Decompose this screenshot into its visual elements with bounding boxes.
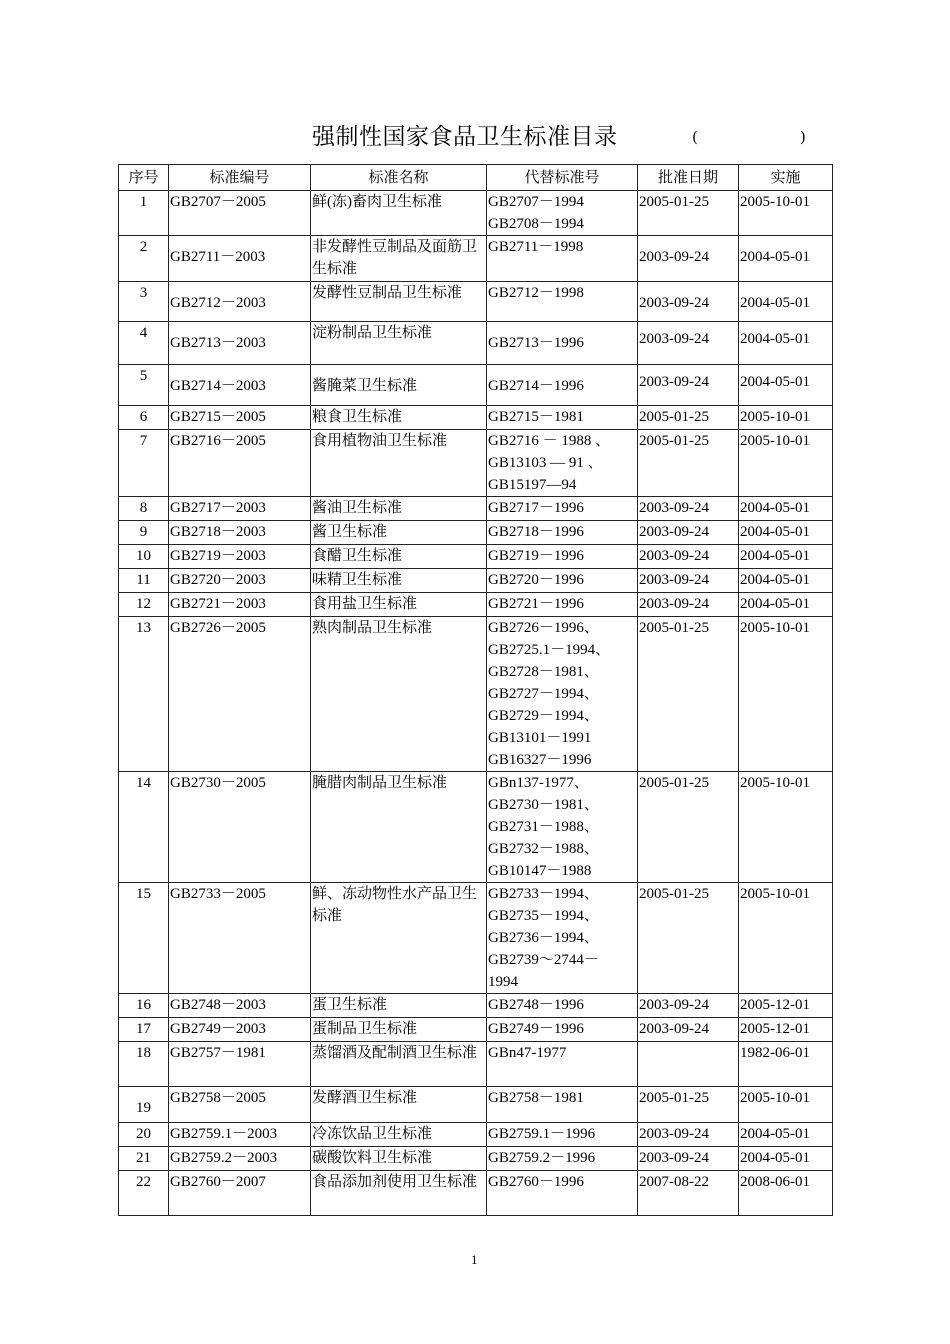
- cell-no: 4: [119, 322, 169, 365]
- cell-name: 腌腊肉制品卫生标准: [311, 772, 487, 883]
- table-row: [119, 406, 833, 430]
- cell-approved: 2003-09-24: [638, 1147, 739, 1171]
- cell-effective: 2004-05-01: [739, 1123, 833, 1147]
- cell-code: GB2714－2003: [169, 365, 311, 406]
- cell-approved: 2003-09-24: [638, 545, 739, 569]
- cell-no: 8: [119, 497, 169, 521]
- cell-replaces: GB2715－1981: [487, 406, 638, 430]
- cell-code: GB2712－2003: [169, 282, 311, 322]
- cell-effective: 2004-05-01: [739, 365, 833, 406]
- cell-replaces: GB2726－1996、 GB2725.1－1994、 GB2728－1981、 GB2727－1994、 GB2729－1994、 GB13101－1991 GB16327－1996: [487, 617, 638, 772]
- cell-approved: 2003-09-24: [638, 521, 739, 545]
- cell-code: GB2757－1981: [169, 1042, 311, 1087]
- table-row: [119, 236, 833, 282]
- cell-name: 淀粉制品卫生标准: [311, 322, 487, 365]
- table-row: [119, 191, 833, 236]
- cell-no: 20: [119, 1123, 169, 1147]
- header-code: 标准编号: [169, 165, 311, 191]
- cell-effective: 2005-12-01: [739, 1018, 833, 1042]
- cell-effective: 2005-10-01: [739, 430, 833, 497]
- cell-code: GB2707－2005: [169, 191, 311, 236]
- cell-name: 鲜(冻)畜肉卫生标准: [311, 191, 487, 236]
- cell-code: GB2715－2005: [169, 406, 311, 430]
- cell-code: GB2721－2003: [169, 593, 311, 617]
- page-number: 1: [471, 1252, 478, 1267]
- cell-approved: 2007-08-22: [638, 1171, 739, 1216]
- cell-name: 发酵酒卫生标准: [311, 1087, 487, 1123]
- cell-approved: 2003-09-24: [638, 1018, 739, 1042]
- header-approved: 批准日期: [638, 165, 739, 191]
- cell-code: GB2726－2005: [169, 617, 311, 772]
- header-effective: 实施: [739, 165, 833, 191]
- cell-effective: 2004-05-01: [739, 497, 833, 521]
- cell-no: 10: [119, 545, 169, 569]
- table-row: [119, 569, 833, 593]
- cell-replaces: GB2748－1996: [487, 994, 638, 1018]
- cell-name: 酱腌菜卫生标准: [311, 365, 487, 406]
- cell-approved: 2005-01-25: [638, 406, 739, 430]
- cell-effective: 2005-10-01: [739, 191, 833, 236]
- cell-approved: 2003-09-24: [638, 365, 739, 406]
- table-row: [119, 994, 833, 1018]
- table-row: [119, 322, 833, 365]
- table-row: [119, 1171, 833, 1216]
- cell-no: 7: [119, 430, 169, 497]
- header-no: 序号: [119, 165, 169, 191]
- cell-replaces: GB2712－1998: [487, 282, 638, 322]
- cell-effective: 2004-05-01: [739, 521, 833, 545]
- table-row: [119, 497, 833, 521]
- cell-approved: 2003-09-24: [638, 569, 739, 593]
- cell-replaces: GB2758－1981: [487, 1087, 638, 1123]
- table-body: [119, 191, 833, 1216]
- cell-effective: 2004-05-01: [739, 322, 833, 365]
- table-row: [119, 1042, 833, 1087]
- cell-name: 鲜、冻动物性水产品卫生标准: [311, 883, 487, 994]
- cell-replaces: GB2716 － 1988 、 GB13103 — 91 、 GB15197—94: [487, 430, 638, 497]
- cell-name: 粮食卫生标准: [311, 406, 487, 430]
- cell-code: GB2759.2－2003: [169, 1147, 311, 1171]
- cell-replaces: GB2707－1994 GB2708－1994: [487, 191, 638, 236]
- cell-effective: 2005-10-01: [739, 883, 833, 994]
- table-row: [119, 1087, 833, 1123]
- table-row: [119, 521, 833, 545]
- cell-code: GB2730－2005: [169, 772, 311, 883]
- cell-replaces: GBn137-1977、 GB2730－1981、 GB2731－1988、 GB2732－1988、 GB10147－1988: [487, 772, 638, 883]
- cell-name: 蒸馏酒及配制酒卫生标准: [311, 1042, 487, 1087]
- table-row: [119, 883, 833, 994]
- cell-replaces: GB2721－1996: [487, 593, 638, 617]
- cell-replaces: GB2711－1998: [487, 236, 638, 282]
- cell-approved: 2003-09-24: [638, 322, 739, 365]
- cell-effective: 2004-05-01: [739, 545, 833, 569]
- cell-effective: 2005-10-01: [739, 617, 833, 772]
- cell-name: 蛋制品卫生标准: [311, 1018, 487, 1042]
- cell-code: GB2720－2003: [169, 569, 311, 593]
- cell-code: GB2717－2003: [169, 497, 311, 521]
- cell-code: GB2748－2003: [169, 994, 311, 1018]
- cell-effective: 2004-05-01: [739, 282, 833, 322]
- cell-name: 碳酸饮料卫生标准: [311, 1147, 487, 1171]
- cell-no: 18: [119, 1042, 169, 1087]
- cell-name: 冷冻饮品卫生标准: [311, 1123, 487, 1147]
- cell-effective: 2004-05-01: [739, 569, 833, 593]
- cell-approved: 2003-09-24: [638, 282, 739, 322]
- cell-replaces: GB2713－1996: [487, 322, 638, 365]
- cell-effective: 2004-05-01: [739, 236, 833, 282]
- cell-code: GB2758－2005: [169, 1087, 311, 1123]
- cell-name: 食醋卫生标准: [311, 545, 487, 569]
- cell-replaces: GB2759.2－1996: [487, 1147, 638, 1171]
- cell-no: 15: [119, 883, 169, 994]
- header-name: 标准名称: [311, 165, 487, 191]
- cell-no: 9: [119, 521, 169, 545]
- cell-no: 6: [119, 406, 169, 430]
- cell-approved: 2005-01-25: [638, 191, 739, 236]
- cell-effective: 2008-06-01: [739, 1171, 833, 1216]
- cell-effective: 1982-06-01: [739, 1042, 833, 1087]
- cell-code: GB2711－2003: [169, 236, 311, 282]
- cell-replaces: GBn47-1977: [487, 1042, 638, 1087]
- cell-name: 非发酵性豆制品及面筋卫生标准: [311, 236, 487, 282]
- cell-code: GB2759.1－2003: [169, 1123, 311, 1147]
- cell-approved: 2003-09-24: [638, 593, 739, 617]
- cell-approved: [638, 1042, 739, 1087]
- cell-code: GB2716－2005: [169, 430, 311, 497]
- cell-no: 3: [119, 282, 169, 322]
- cell-no: 22: [119, 1171, 169, 1216]
- cell-effective: 2004-05-01: [739, 1147, 833, 1171]
- cell-no: 13: [119, 617, 169, 772]
- cell-effective: 2004-05-01: [739, 593, 833, 617]
- cell-name: 食用盐卫生标准: [311, 593, 487, 617]
- cell-no: 16: [119, 994, 169, 1018]
- cell-replaces: GB2720－1996: [487, 569, 638, 593]
- cell-approved: 2005-01-25: [638, 617, 739, 772]
- cell-effective: 2005-10-01: [739, 1087, 833, 1123]
- table-header-row: [119, 165, 833, 191]
- cell-no: 21: [119, 1147, 169, 1171]
- cell-effective: 2005-10-01: [739, 406, 833, 430]
- cell-effective: 2005-12-01: [739, 994, 833, 1018]
- cell-name: 熟肉制品卫生标准: [311, 617, 487, 772]
- cell-approved: 2005-01-25: [638, 883, 739, 994]
- cell-code: GB2719－2003: [169, 545, 311, 569]
- cell-approved: 2005-01-25: [638, 430, 739, 497]
- cell-approved: 2003-09-24: [638, 497, 739, 521]
- table-row: [119, 593, 833, 617]
- table-row: [119, 1123, 833, 1147]
- cell-no: 17: [119, 1018, 169, 1042]
- cell-no: 2: [119, 236, 169, 282]
- cell-replaces: GB2749－1996: [487, 1018, 638, 1042]
- cell-name: 食品添加剂使用卫生标准: [311, 1171, 487, 1216]
- cell-code: GB2749－2003: [169, 1018, 311, 1042]
- cell-code: GB2733－2005: [169, 883, 311, 994]
- cell-no: 11: [119, 569, 169, 593]
- table-row: [119, 1147, 833, 1171]
- cell-replaces: GB2714－1996: [487, 365, 638, 406]
- cell-approved: 2003-09-24: [638, 236, 739, 282]
- cell-code: GB2718－2003: [169, 521, 311, 545]
- cell-name: 酱卫生标准: [311, 521, 487, 545]
- table-row: [119, 365, 833, 406]
- cell-replaces: GB2760－1996: [487, 1171, 638, 1216]
- cell-approved: 2005-01-25: [638, 1087, 739, 1123]
- table-row: [119, 1018, 833, 1042]
- cell-replaces: GB2759.1－1996: [487, 1123, 638, 1147]
- cell-replaces: GB2733－1994、 GB2735－1994、 GB2736－1994、 GB2739～2744－ 1994: [487, 883, 638, 994]
- title-paren-left: (: [692, 128, 698, 146]
- cell-effective: 2005-10-01: [739, 772, 833, 883]
- cell-code: GB2713－2003: [169, 322, 311, 365]
- table-row: [119, 545, 833, 569]
- cell-no: 5: [119, 365, 169, 406]
- cell-no: 19: [119, 1087, 169, 1123]
- table-row: [119, 430, 833, 497]
- cell-approved: 2005-01-25: [638, 772, 739, 883]
- cell-name: 发酵性豆制品卫生标准: [311, 282, 487, 322]
- page-title: 强制性国家食品卫生标准目录: [312, 124, 618, 150]
- cell-approved: 2003-09-24: [638, 994, 739, 1018]
- cell-approved: 2003-09-24: [638, 1123, 739, 1147]
- cell-no: 12: [119, 593, 169, 617]
- cell-name: 食用植物油卫生标准: [311, 430, 487, 497]
- cell-name: 味精卫生标准: [311, 569, 487, 593]
- table-row: [119, 772, 833, 883]
- standards-table: [118, 164, 833, 1216]
- table-row: [119, 617, 833, 772]
- cell-no: 1: [119, 191, 169, 236]
- cell-replaces: GB2719－1996: [487, 545, 638, 569]
- cell-name: 蛋卫生标准: [311, 994, 487, 1018]
- cell-name: 酱油卫生标准: [311, 497, 487, 521]
- title-paren-right: ): [800, 128, 806, 146]
- table-row: [119, 282, 833, 322]
- cell-no: 14: [119, 772, 169, 883]
- cell-code: GB2760－2007: [169, 1171, 311, 1216]
- cell-replaces: GB2717－1996: [487, 497, 638, 521]
- header-replaces: 代替标准号: [487, 165, 638, 191]
- cell-replaces: GB2718－1996: [487, 521, 638, 545]
